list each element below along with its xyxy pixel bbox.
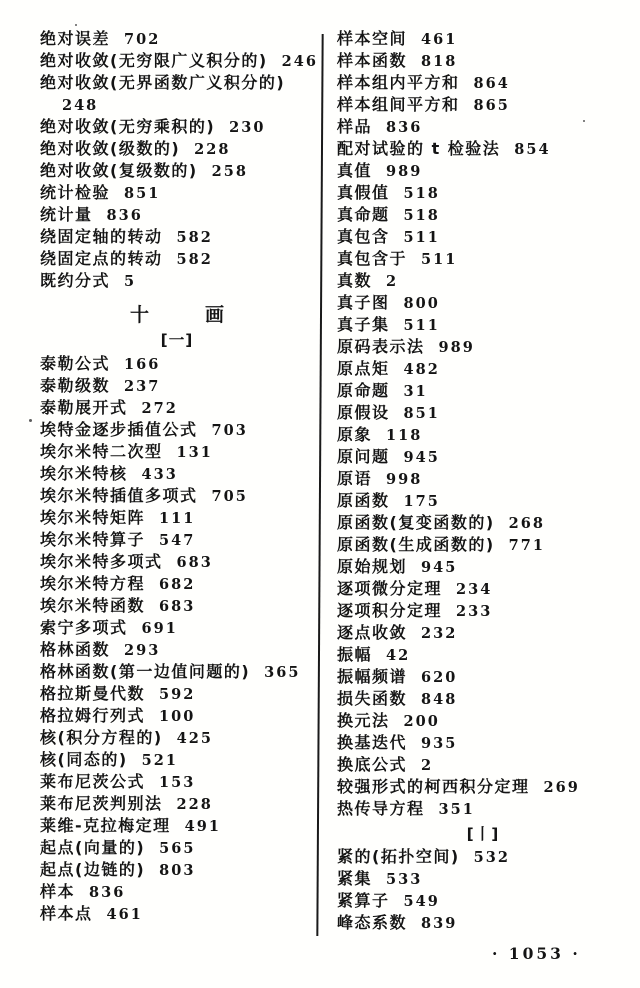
- entry-page-number: 425: [176, 730, 213, 747]
- index-entry: [40, 661, 314, 683]
- index-entry: [40, 551, 314, 573]
- index-entry: [337, 94, 629, 116]
- section-header-char: 十: [129, 304, 149, 326]
- entry-page-number: 864: [473, 75, 510, 92]
- index-entry: [40, 182, 314, 204]
- index-entry: [337, 846, 629, 868]
- entry-page-number: 533: [386, 871, 423, 888]
- entry-term: 真子图: [337, 293, 390, 312]
- entry-page-number: 2: [421, 757, 434, 774]
- entry-term: 索宁多项式: [40, 618, 128, 637]
- entry-page-number: 549: [403, 893, 440, 910]
- entry-page-number: 461: [421, 31, 458, 48]
- entry-term: 泰勒公式: [40, 354, 111, 373]
- index-entry: [40, 881, 314, 903]
- entry-term: 埃尔米特二次型: [40, 442, 163, 461]
- entry-page-number: 272: [141, 400, 178, 417]
- index-entry: [40, 639, 314, 661]
- entry-term: 紧的(拓扑空间): [337, 847, 460, 866]
- entry-term: 真值: [337, 161, 373, 180]
- index-entry: [337, 468, 629, 490]
- entry-page-number: 131: [176, 444, 213, 461]
- index-entry: [337, 248, 629, 270]
- entry-term: 埃尔米特算子: [40, 530, 146, 549]
- index-entry: [40, 859, 314, 881]
- index-entry: [337, 534, 629, 556]
- index-entry: [40, 507, 314, 529]
- entry-term: 莱维-克拉梅定理: [40, 816, 171, 835]
- index-entry: [40, 270, 314, 292]
- scan-speck: [583, 120, 585, 122]
- entry-page-number: 42: [386, 647, 411, 664]
- entry-term: 样品: [337, 117, 373, 136]
- index-entry: [40, 837, 314, 859]
- entry-page-number: 851: [403, 405, 440, 422]
- entry-page-number: 230: [229, 119, 266, 136]
- entry-page-number: 433: [141, 466, 178, 483]
- index-entry: [337, 600, 629, 622]
- index-entry: [40, 441, 314, 463]
- entry-term: 真命题: [337, 205, 390, 224]
- entry-page-number: 851: [124, 185, 161, 202]
- index-entry: [40, 248, 314, 270]
- entry-term: 格林函数(第一边值问题的): [40, 662, 251, 681]
- entry-page-number: 565: [159, 840, 196, 857]
- entry-page-number: 233: [456, 603, 493, 620]
- index-entry: [40, 72, 314, 94]
- index-entry: [337, 776, 629, 798]
- entry-term: 核(积分方程的): [40, 728, 163, 747]
- entry-term: 真子集: [337, 315, 390, 334]
- entry-page-number: 935: [421, 735, 458, 752]
- index-entry: [40, 815, 314, 837]
- index-entry: [40, 375, 314, 397]
- entry-page-number: 818: [421, 53, 458, 70]
- index-entry: [337, 666, 629, 688]
- entry-term: 逐项积分定理: [337, 601, 443, 620]
- index-entry: [40, 573, 314, 595]
- entry-term: 样本: [40, 882, 76, 901]
- entry-term: 原始规划: [337, 557, 408, 576]
- entry-page-number: 175: [403, 493, 440, 510]
- entry-page-number: 836: [89, 884, 126, 901]
- index-entry: [337, 182, 629, 204]
- entry-term: 真数: [337, 271, 373, 290]
- entry-term: 真包含: [337, 227, 390, 246]
- index-entry: [337, 160, 629, 182]
- entry-term: 配对试验的 t 检验法: [337, 139, 501, 158]
- entry-page-number: 248: [62, 97, 99, 114]
- entry-page-number: 118: [386, 427, 423, 444]
- entry-page-number: 582: [176, 229, 213, 246]
- index-entry: [337, 644, 629, 666]
- entry-term: 莱布尼茨判别法: [40, 794, 163, 813]
- entry-term: 原点矩: [337, 359, 390, 378]
- entry-term: 较强形式的柯西积分定理: [337, 777, 530, 796]
- index-entry: [40, 793, 314, 815]
- entry-term: 格拉姆行列式: [40, 706, 146, 725]
- entry-term: 格林函数: [40, 640, 111, 659]
- entry-page-number: 705: [211, 488, 248, 505]
- entry-term: 泰勒展开式: [40, 398, 128, 417]
- index-entry: [337, 28, 629, 50]
- index-entry: [40, 749, 314, 771]
- entry-term: 振幅频谱: [337, 667, 408, 686]
- entry-page-number: 800: [403, 295, 440, 312]
- index-entry: [337, 72, 629, 94]
- stroke-count-section-header: [40, 302, 314, 328]
- entry-term: 原语: [337, 469, 373, 488]
- index-entry: [40, 138, 314, 160]
- entry-term: 逐点收敛: [337, 623, 408, 642]
- entry-term: 逐项微分定理: [337, 579, 443, 598]
- index-entry: [337, 358, 629, 380]
- index-entry: [40, 705, 314, 727]
- entry-term: 峰态系数: [337, 913, 408, 932]
- entry-page-number: 532: [473, 849, 510, 866]
- entry-term: 埃特金逐步插值公式: [40, 420, 198, 439]
- entry-page-number: 998: [386, 471, 423, 488]
- entry-term: 核(同态的): [40, 750, 128, 769]
- index-entry: [40, 419, 314, 441]
- entry-term: 埃尔米特核: [40, 464, 128, 483]
- index-entry: [40, 160, 314, 182]
- entry-page-number: 228: [194, 141, 231, 158]
- entry-term: 原象: [337, 425, 373, 444]
- entry-page-number: 683: [176, 554, 213, 571]
- index-entry: [40, 226, 314, 248]
- entry-page-number: 836: [386, 119, 423, 136]
- entry-page-number: 511: [403, 229, 440, 246]
- index-entry: [40, 463, 314, 485]
- entry-page-number: 682: [159, 576, 196, 593]
- entry-page-number: 989: [438, 339, 475, 356]
- index-entry: [337, 868, 629, 890]
- entry-page-number: 803: [159, 862, 196, 879]
- entry-page-number: 521: [141, 752, 178, 769]
- entry-term: 统计量: [40, 205, 93, 224]
- entry-page-number: 111: [159, 510, 196, 527]
- index-entry: [337, 490, 629, 512]
- scan-speck: [29, 419, 32, 422]
- index-entry: [337, 446, 629, 468]
- index-entry: [40, 727, 314, 749]
- index-entry: [337, 890, 629, 912]
- index-entry: [337, 424, 629, 446]
- entry-page-number: 839: [421, 915, 458, 932]
- entry-page-number: 702: [124, 31, 161, 48]
- entry-page-number: 166: [124, 356, 161, 373]
- entry-term: 绝对收敛(无界函数广义积分的): [40, 73, 286, 92]
- index-entry: [337, 292, 629, 314]
- index-entry: [337, 798, 629, 820]
- entry-term: 绝对收敛(无穷限广义积分的): [40, 51, 268, 70]
- entry-term: 样本点: [40, 904, 93, 923]
- entry-page-number: 258: [211, 163, 248, 180]
- index-entry: [337, 270, 629, 292]
- entry-page-number: 491: [184, 818, 221, 835]
- entry-term: 埃尔米特矩阵: [40, 508, 146, 527]
- index-entry: [337, 622, 629, 644]
- entry-term: 样本函数: [337, 51, 408, 70]
- index-entry: [337, 578, 629, 600]
- entry-term: 原码表示法: [337, 337, 425, 356]
- index-entry: [337, 402, 629, 424]
- index-entry: [40, 353, 314, 375]
- entry-page-number: 100: [159, 708, 196, 725]
- entry-page-number: 511: [421, 251, 458, 268]
- index-entry: [337, 116, 629, 138]
- entry-page-number: 234: [456, 581, 493, 598]
- entry-term: 紧集: [337, 869, 373, 888]
- entry-page-number: 237: [124, 378, 161, 395]
- entry-page-number: 461: [106, 906, 143, 923]
- index-entry-continuation: [40, 94, 314, 116]
- entry-term: 原命题: [337, 381, 390, 400]
- entry-term: 起点(边链的): [40, 860, 146, 879]
- index-entry: [337, 732, 629, 754]
- index-entry: [337, 512, 629, 534]
- entry-term: 绕固定点的转动: [40, 249, 163, 268]
- entry-page-number: 228: [176, 796, 213, 813]
- index-column-left: [40, 28, 318, 925]
- entry-term: 样本组间平方和: [337, 95, 460, 114]
- entry-term: 绝对误差: [40, 29, 111, 48]
- entry-page-number: 771: [508, 537, 545, 554]
- index-entry: [337, 556, 629, 578]
- entry-term: 原函数(生成函数的): [337, 535, 495, 554]
- entry-term: 换底公式: [337, 755, 408, 774]
- entry-term: 埃尔米特多项式: [40, 552, 163, 571]
- index-entry: [337, 380, 629, 402]
- entry-page-number: 547: [159, 532, 196, 549]
- radical-sub-header: [一]: [160, 331, 194, 349]
- page-number: · 1053 ·: [492, 944, 581, 963]
- entry-page-number: 293: [124, 642, 161, 659]
- index-entry: [337, 204, 629, 226]
- index-entry: [337, 710, 629, 732]
- entry-term: 埃尔米特方程: [40, 574, 146, 593]
- entry-page-number: 518: [403, 207, 440, 224]
- entry-term: 损失函数: [337, 689, 408, 708]
- index-entry: [337, 50, 629, 72]
- entry-page-number: 31: [403, 383, 428, 400]
- entry-page-number: 153: [159, 774, 196, 791]
- entry-page-number: 945: [403, 449, 440, 466]
- section-header-char: 画: [205, 304, 225, 326]
- index-entry: [40, 28, 314, 50]
- index-entry: [337, 138, 629, 160]
- entry-page-number: 269: [543, 779, 580, 796]
- entry-page-number: 200: [403, 713, 440, 730]
- entry-term: 原函数(复变函数的): [337, 513, 495, 532]
- entry-term: 热传导方程: [337, 799, 425, 818]
- column-divider-line: [316, 34, 323, 936]
- entry-page-number: 482: [403, 361, 440, 378]
- entry-term: 原问题: [337, 447, 390, 466]
- index-entry: [40, 485, 314, 507]
- entry-term: 绕固定轴的转动: [40, 227, 163, 246]
- index-entry: [337, 912, 629, 934]
- index-entry: [40, 204, 314, 226]
- index-entry: [40, 50, 318, 72]
- entry-term: 既约分式: [40, 271, 111, 290]
- entry-term: 振幅: [337, 645, 373, 664]
- entry-page-number: 865: [473, 97, 510, 114]
- entry-term: 泰勒级数: [40, 376, 111, 395]
- entry-page-number: 848: [421, 691, 458, 708]
- entry-page-number: 620: [421, 669, 458, 686]
- index-entry: [337, 688, 629, 710]
- entry-term: 绝对收敛(复级数的): [40, 161, 198, 180]
- entry-term: 原函数: [337, 491, 390, 510]
- entry-page-number: 836: [106, 207, 143, 224]
- entry-page-number: 511: [403, 317, 440, 334]
- index-entry: [40, 116, 314, 138]
- index-entry: [40, 771, 314, 793]
- entry-page-number: 854: [514, 141, 551, 158]
- entry-term: 真假值: [337, 183, 390, 202]
- index-entry: [337, 314, 629, 336]
- index-entry: [40, 529, 314, 551]
- entry-page-number: 5: [124, 273, 137, 290]
- entry-page-number: 683: [159, 598, 196, 615]
- index-column-right: [337, 28, 629, 934]
- entry-term: 紧算子: [337, 891, 390, 910]
- entry-term: 绝对收敛(级数的): [40, 139, 181, 158]
- index-entry: [40, 617, 314, 639]
- entry-page-number: 945: [421, 559, 458, 576]
- entry-term: 格拉斯曼代数: [40, 684, 146, 703]
- entry-page-number: 365: [264, 664, 301, 681]
- entry-term: 样本组内平方和: [337, 73, 460, 92]
- index-entry: [337, 336, 629, 358]
- entry-term: 真包含于: [337, 249, 408, 268]
- entry-page-number: 2: [386, 273, 399, 290]
- scan-speck: [75, 24, 77, 26]
- entry-page-number: 989: [386, 163, 423, 180]
- entry-page-number: 518: [403, 185, 440, 202]
- entry-page-number: 232: [421, 625, 458, 642]
- entry-term: 统计检验: [40, 183, 111, 202]
- entry-term: 原假设: [337, 403, 390, 422]
- index-entry: [40, 683, 314, 705]
- index-entry: [337, 754, 629, 776]
- entry-page-number: 691: [141, 620, 178, 637]
- index-entry: [40, 903, 314, 925]
- entry-page-number: 351: [438, 801, 475, 818]
- entry-page-number: 268: [508, 515, 545, 532]
- entry-page-number: 582: [176, 251, 213, 268]
- entry-term: 换元法: [337, 711, 390, 730]
- entry-page-number: 703: [211, 422, 248, 439]
- index-entry: [40, 397, 314, 419]
- entry-term: 起点(向量的): [40, 838, 146, 857]
- entry-term: 换基迭代: [337, 733, 408, 752]
- entry-term: 埃尔米特函数: [40, 596, 146, 615]
- entry-page-number: 592: [159, 686, 196, 703]
- index-entry: [337, 226, 629, 248]
- entry-term: 样本空间: [337, 29, 408, 48]
- index-entry: [40, 595, 314, 617]
- entry-page-number: 246: [281, 53, 318, 70]
- entry-term: 埃尔米特插值多项式: [40, 486, 198, 505]
- entry-term: 莱布尼茨公式: [40, 772, 146, 791]
- radical-sub-header: [丨]: [466, 825, 500, 843]
- entry-term: 绝对收敛(无穷乘积的): [40, 117, 216, 136]
